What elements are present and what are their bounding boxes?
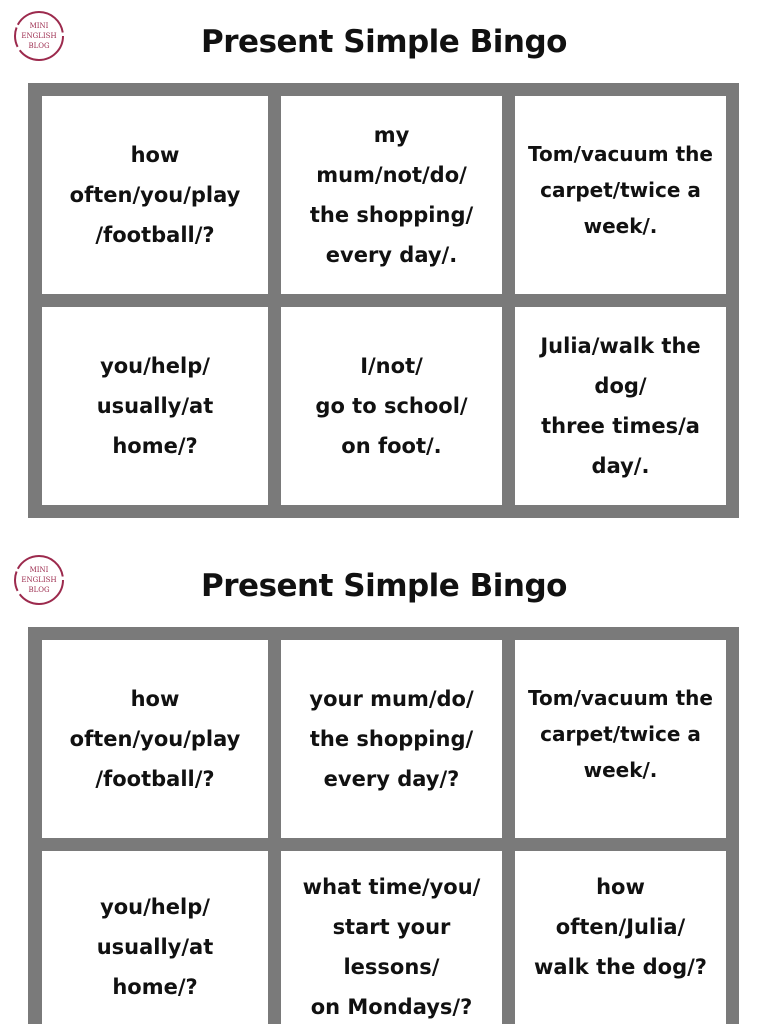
- bingo-cell[interactable]: [515, 96, 726, 294]
- cell-text: your mum/do/ the shopping/ every day/?: [309, 687, 474, 791]
- card-title: Present Simple Bingo: [201, 24, 567, 60]
- cell-text: Julia/walk the dog/ three times/a day/.: [540, 334, 701, 478]
- bingo-cell[interactable]: [42, 851, 268, 1024]
- bingo-cell[interactable]: [515, 640, 726, 838]
- logo-line-3: BLOG: [28, 42, 50, 50]
- cell-text: you/help/ usually/at home/?: [96, 895, 214, 999]
- bingo-cell[interactable]: [515, 851, 726, 1024]
- logo-line-1: MINI: [29, 22, 49, 30]
- cell-text: Tom/vacuum the carpet/twice a week/.: [528, 686, 713, 782]
- cell-text: my mum/not/do/ the shopping/ every day/.: [309, 123, 474, 267]
- bingo-cell[interactable]: [281, 307, 502, 505]
- card-title: Present Simple Bingo: [201, 568, 567, 604]
- bingo-grid: [28, 627, 739, 1024]
- cell-text: what time/you/ start your lessons/ on Mondays/?: [302, 875, 481, 1019]
- logo-line-1: MINI: [29, 566, 49, 574]
- bingo-card-2: [0, 544, 768, 1024]
- bingo-cell[interactable]: [515, 307, 726, 505]
- cell-text: how often/Julia/ walk the dog/?: [534, 875, 707, 979]
- logo-line-2: ENGLISH: [21, 32, 57, 40]
- bingo-cell[interactable]: [42, 640, 268, 838]
- bingo-cell[interactable]: [281, 851, 502, 1024]
- logo-line-2: ENGLISH: [21, 576, 57, 584]
- cell-text: how often/you/play /football/?: [69, 687, 241, 791]
- bingo-cell[interactable]: [281, 640, 502, 838]
- cell-text: Tom/vacuum the carpet/twice a week/.: [528, 142, 713, 238]
- logo-line-3: BLOG: [28, 586, 50, 594]
- cell-text: how often/you/play /football/?: [69, 143, 241, 247]
- bingo-grid: [28, 83, 739, 518]
- cell-text: you/help/ usually/at home/?: [96, 354, 214, 458]
- bingo-cell[interactable]: [281, 96, 502, 294]
- cell-text: I/not/ go to school/ on foot/.: [315, 354, 468, 458]
- bingo-cell[interactable]: [42, 96, 268, 294]
- bingo-cell[interactable]: [42, 307, 268, 505]
